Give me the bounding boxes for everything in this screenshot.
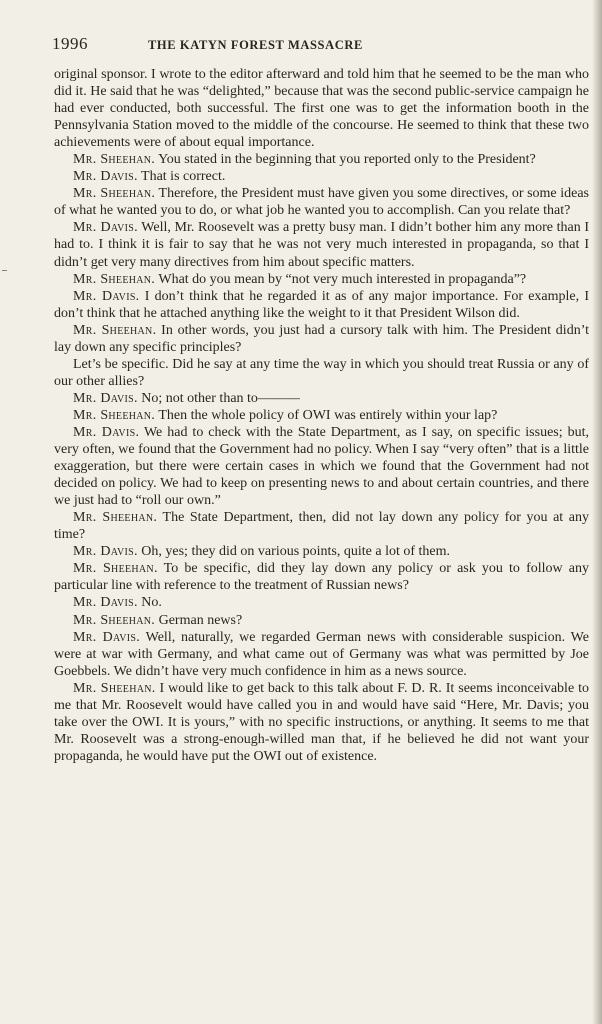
paragraph-text: The State Department, then, did not lay down any policy for you at any time? <box>54 510 589 543</box>
paragraph-text: What do you mean by “not very much interested in propaganda”? <box>155 271 527 287</box>
paragraph-text: Then the whole policy of OWI was entirely within your lap? <box>155 407 498 423</box>
paragraph-text: You stated in the beginning that you reported only to the President? <box>155 152 536 168</box>
paragraph-text: In other words, you just had a cursory talk with him. The President didn’t lay down any specific principles? <box>54 322 589 355</box>
paragraph <box>54 629 589 680</box>
speaker-name: Mr. Sheehan. <box>73 271 156 287</box>
speaker-name: Mr. Davis. <box>73 220 138 236</box>
speaker-name: Mr. Sheehan. <box>73 510 158 526</box>
paragraph-text: original sponsor. I wrote to the editor afterward and told him that he seemed to be the man who did it. He said that he was “delighted,” because that was the second public-service campaign he had ever conducted, both successful. The first one was to get the information booth in the Pennsylvania Station moved to the middle of the concourse. He seemed to think that these two achievements were of about equal importance. <box>54 67 589 151</box>
paragraph <box>54 288 589 322</box>
speaker-name: Mr. Sheehan. <box>73 152 156 168</box>
paragraph-text: Let’s be specific. Did he say at any time the way in which you should treat Russia or any of our other allies? <box>54 356 589 389</box>
paragraph <box>54 612 589 629</box>
paragraph <box>54 390 589 407</box>
running-title: THE KATYN FOREST MASSACRE <box>148 38 363 52</box>
paragraph-text: To be specific, did they lay down any policy or ask you to follow any particular line with reference to the treatment of Russian news? <box>54 561 589 594</box>
paragraph <box>54 543 589 560</box>
paragraph <box>54 168 589 185</box>
testimony-text <box>54 66 589 765</box>
paragraph-text: I would like to get back to this talk about F. D. R. It seems inconceivable to me that Mr. Roosevelt would have called you in and would have said “Here, Mr. Davis; you take over the OWI. It is yours,” with no specific instructions, or anything. It seems to me that Mr. Roosevelt was a strong-enough-willed man that, if he believed he did not want your propaganda, he would have put the OWI out of existence. <box>54 680 590 764</box>
speaker-name: Mr. Davis. <box>73 595 138 611</box>
paragraph <box>54 271 589 288</box>
paragraph-text: Well, Mr. Roosevelt was a pretty busy man. I didn’t bother him any more than I had to. I think it is fair to say that he was not very much interested in propaganda, so that I didn’t get very many directives from him about specific matters. <box>54 220 589 270</box>
paragraph-text: That is correct. <box>137 169 226 185</box>
speaker-name: Mr. Davis. <box>73 629 141 645</box>
speaker-name: Mr. Sheehan. <box>73 322 157 338</box>
speaker-name: Mr. Davis. <box>73 288 140 304</box>
paragraph <box>54 680 589 765</box>
margin-mark <box>2 270 7 271</box>
page-number: 1996 <box>52 34 88 53</box>
speaker-name: Mr. Davis. <box>73 544 138 560</box>
paragraph <box>54 560 589 594</box>
paragraph-text: I don’t think that he regarded it as of any major importance. For example, I don’t think that he attached anything like the weight to it that President Wilson did. <box>54 288 589 321</box>
speaker-name: Mr. Davis. <box>73 169 138 185</box>
speaker-name: Mr. Davis. <box>73 390 138 406</box>
paragraph <box>54 424 589 509</box>
paragraph-text: Well, naturally, we regarded German news with considerable suspicion. We were at war with Germany, and what came out of Germany was what was permitted by Joe Goebbels. We didn’t have very much confidence in him as a news source. <box>54 629 589 679</box>
paragraph-text: German news? <box>155 612 243 628</box>
paragraph <box>54 66 589 151</box>
paragraph-text: Oh, yes; they did on various points, quite a lot of them. <box>137 544 451 560</box>
speaker-name: Mr. Sheehan. <box>73 680 156 696</box>
speaker-name: Mr. Sheehan. <box>73 407 156 423</box>
page-header <box>52 34 588 56</box>
paragraph <box>54 185 589 219</box>
paragraph-text: Therefore, the President must have given you some directives, or some ideas of what he wanted you to do, or what job he wanted you to accomplish. Can you relate that? <box>54 186 589 219</box>
speaker-name: Mr. Sheehan. <box>73 612 156 628</box>
page-edge-shadow <box>592 0 602 1024</box>
speaker-name: Mr. Sheehan. <box>73 186 156 202</box>
paragraph <box>54 356 589 390</box>
paragraph-text: We had to check with the State Department, as I say, on specific issues; but, very often, we found that the Government had no policy. When I say “very often” that is a little exaggeration, but there were certain cases in which we found that the Government had not decided on policy. We had to keep on presenting news to and about certain countries, and there we just had to “roll our own.” <box>54 424 589 509</box>
paragraph <box>54 219 589 270</box>
paragraph-text: No; not other than to——— <box>137 390 300 406</box>
paragraph <box>54 322 589 356</box>
speaker-name: Mr. Sheehan. <box>73 561 158 577</box>
paragraph-text: No. <box>137 595 162 611</box>
paragraph <box>54 151 589 168</box>
paragraph <box>54 509 589 543</box>
speaker-name: Mr. Davis. <box>73 424 140 440</box>
paragraph <box>54 594 589 611</box>
paragraph <box>54 407 589 424</box>
